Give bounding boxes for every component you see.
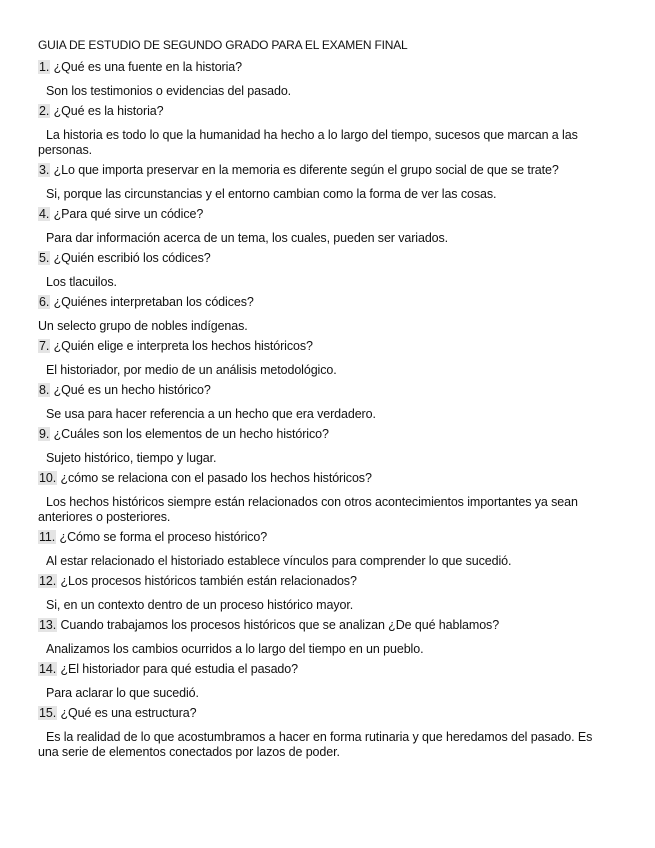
question-text: ¿Qué es una estructura?	[60, 706, 197, 720]
answer-text: La historia es todo lo que la humanidad ha hecho a lo largo del tiempo, sucesos que marcan a las personas.	[38, 128, 578, 157]
question-text: ¿Quién escribió los códices?	[53, 251, 211, 265]
question	[38, 529, 613, 547]
question-text: ¿Los procesos históricos también están relacionados?	[60, 574, 357, 588]
question-text: Cuando trabajamos los procesos históricos que se analizan ¿De qué hablamos?	[60, 618, 500, 632]
question	[38, 705, 613, 723]
question-number: 11.	[39, 530, 56, 544]
question	[38, 470, 613, 488]
question-number: 4.	[39, 207, 50, 221]
answer-text: Es la realidad de lo que acostumbramos a hacer en forma rutinaria y que heredamos del pasado. Es una serie de elementos conectados por lazos de poder.	[38, 730, 593, 759]
qa-item-11	[38, 529, 613, 569]
question-number: 3.	[39, 163, 50, 177]
qa-item-1	[38, 59, 613, 99]
qa-item-10	[38, 470, 613, 525]
question-text: ¿Qué es un hecho histórico?	[53, 383, 211, 397]
answer-text: Analizamos los cambios ocurridos a lo largo del tiempo en un pueblo.	[46, 642, 424, 656]
answer-text: Sujeto histórico, tiempo y lugar.	[46, 451, 217, 465]
qa-item-7	[38, 338, 613, 378]
question	[38, 162, 613, 180]
question	[38, 617, 613, 635]
question-number: 10.	[39, 471, 57, 485]
answer-text: Un selecto grupo de nobles indígenas.	[38, 319, 248, 333]
question	[38, 382, 613, 400]
qa-item-5	[38, 250, 613, 290]
question	[38, 206, 613, 224]
question-number: 1.	[39, 60, 50, 74]
answer-text: Si, en un contexto dentro de un proceso histórico mayor.	[46, 598, 354, 612]
qa-item-13	[38, 617, 613, 657]
qa-item-9	[38, 426, 613, 466]
question-text: ¿Lo que importa preservar en la memoria es diferente según el grupo social de que se trate?	[53, 163, 559, 177]
question	[38, 573, 613, 591]
question	[38, 294, 613, 312]
answer-text: Son los testimonios o evidencias del pasado.	[46, 84, 292, 98]
question-text: ¿Qué es una fuente en la historia?	[53, 60, 243, 74]
question-number: 15.	[39, 706, 57, 720]
question	[38, 338, 613, 356]
answer-text: Para aclarar lo que sucedió.	[46, 686, 199, 700]
question	[38, 661, 613, 679]
qa-item-4	[38, 206, 613, 246]
qa-item-2	[38, 103, 613, 158]
question-number: 14.	[39, 662, 57, 676]
qa-item-3	[38, 162, 613, 202]
question	[38, 250, 613, 268]
question-number: 5.	[39, 251, 50, 265]
qa-item-15	[38, 705, 613, 760]
answer-text: El historiador, por medio de un análisis metodológico.	[46, 363, 337, 377]
qa-item-14	[38, 661, 613, 701]
question-number: 7.	[39, 339, 50, 353]
question-text: ¿Quién elige e interpreta los hechos históricos?	[53, 339, 313, 353]
question	[38, 59, 613, 77]
answer-text: Para dar información acerca de un tema, los cuales, pueden ser variados.	[46, 231, 449, 245]
answer-text: Al estar relacionado el historiado establece vínculos para comprender lo que sucedió.	[46, 554, 512, 568]
qa-item-8	[38, 382, 613, 422]
question-number: 12.	[39, 574, 57, 588]
question	[38, 103, 613, 121]
question-text: ¿Para qué sirve un códice?	[53, 207, 204, 221]
question	[38, 426, 613, 444]
question-text: ¿Cómo se forma el proceso histórico?	[59, 530, 268, 544]
answer-text: Los hechos históricos siempre están relacionados con otros acontecimientos importantes ya sean anteriores o posteriores.	[38, 495, 578, 524]
page-title: GUIA DE ESTUDIO DE SEGUNDO GRADO PARA EL EXAMEN FINAL	[38, 38, 408, 52]
question-number: 9.	[39, 427, 50, 441]
document-page	[38, 37, 613, 760]
answer-text: Los tlacuilos.	[46, 275, 117, 289]
question-text: ¿Quiénes interpretaban los códices?	[53, 295, 254, 309]
question-text: ¿Qué es la historia?	[53, 104, 164, 118]
question-number: 2.	[39, 104, 50, 118]
question-number: 6.	[39, 295, 50, 309]
question-text: ¿Cuáles son los elementos de un hecho histórico?	[53, 427, 329, 441]
qa-item-12	[38, 573, 613, 613]
qa-item-6	[38, 294, 613, 334]
question-number: 13.	[39, 618, 57, 632]
answer-text: Se usa para hacer referencia a un hecho que era verdadero.	[46, 407, 376, 421]
question-text: ¿cómo se relaciona con el pasado los hechos históricos?	[60, 471, 372, 485]
question-number: 8.	[39, 383, 50, 397]
question-text: ¿El historiador para qué estudia el pasado?	[60, 662, 298, 676]
answer-text: Si, porque las circunstancias y el entorno cambian como la forma de ver las cosas.	[46, 187, 497, 201]
